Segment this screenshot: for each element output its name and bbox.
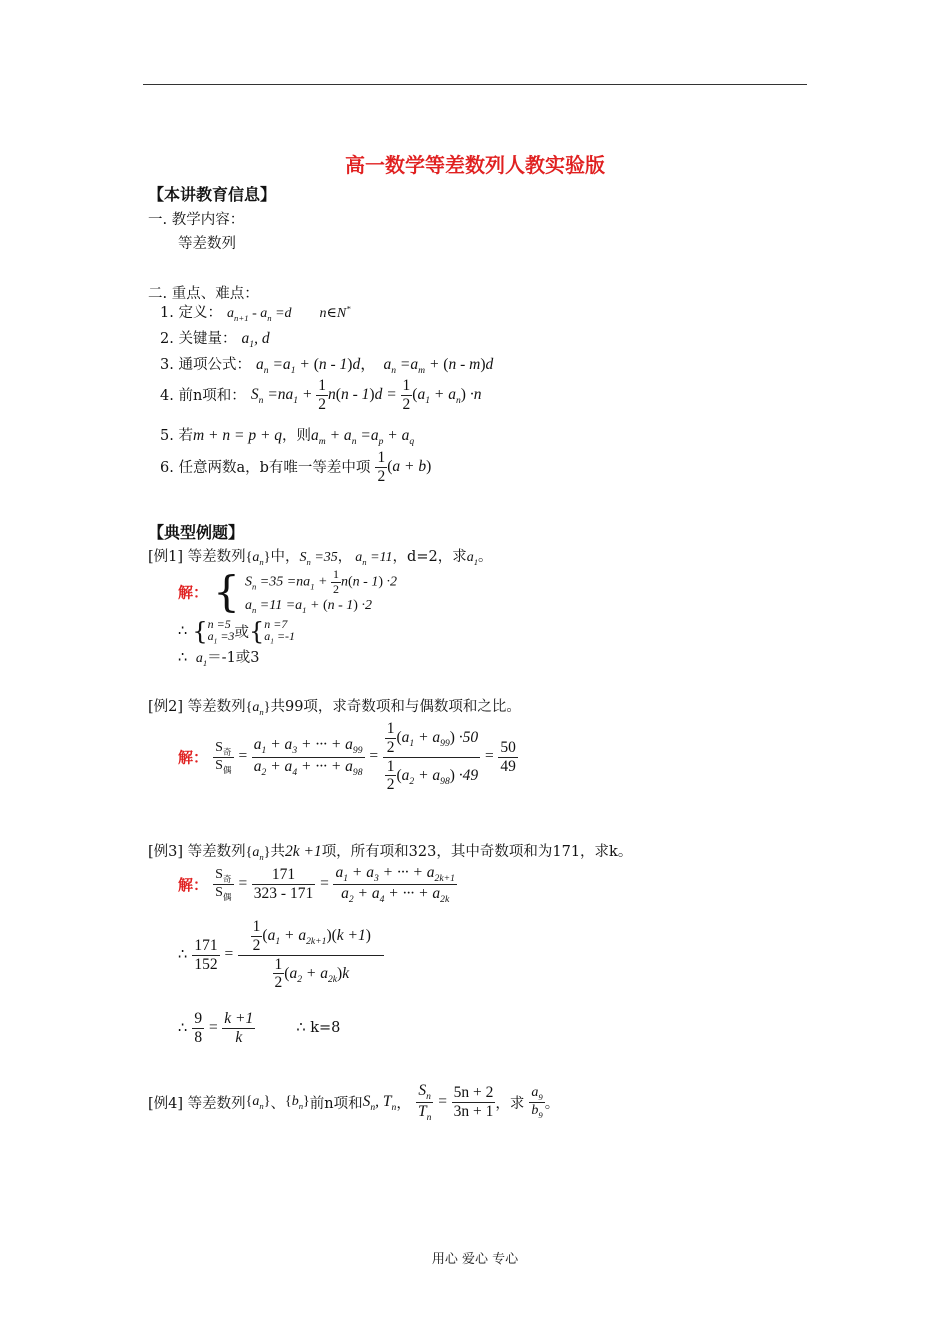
example-2-statement xyxy=(148,695,521,717)
ex3-den-323: 323 - 171 xyxy=(253,885,314,903)
formula-mean: $\frac{1}{2}$ (a + b) xyxy=(377,449,432,485)
item-6-prefix: 6. 任意两数a，b有唯一等差中项 xyxy=(160,459,371,476)
ex1-case-brace-1: { xyxy=(192,617,208,646)
ex3-count: 2k +1 xyxy=(284,843,322,860)
item-key-quantity xyxy=(160,327,270,350)
ex4-sep: 、 xyxy=(270,1096,285,1113)
ex1-case-1: n =5 $a_1 =3$ xyxy=(207,617,235,646)
formula-sum: $S_n =na_1$ + $\frac{1}{2}$ n(n - 1)d = $\frac{1}{2}$ $(a_1 + a_n) \cdot n$ xyxy=(250,377,482,413)
ex2-result-num: 50 xyxy=(500,738,516,756)
ex3-therefore-2: ∴ xyxy=(178,1020,188,1037)
section-examples-heading: 【典型例题】 xyxy=(148,523,245,542)
ex1-d: ，d=2，求 xyxy=(392,549,467,565)
item-sum xyxy=(160,377,481,414)
part1-content: 等差数列 xyxy=(178,236,236,252)
formula-am-an: $a_m + a_n =a_p + a_q$ xyxy=(311,427,415,448)
ex1-seq: $\{a_n\}$ xyxy=(245,550,271,567)
ex1-solution-label: 解： xyxy=(178,583,209,602)
ex3-mid: 共 xyxy=(270,844,285,860)
ex3-suffix: 项，所有项和323，其中奇数项和为171，求k。 xyxy=(321,844,633,860)
ex4-seq-a: $\{a_n\}$ xyxy=(245,1094,271,1112)
item-property xyxy=(160,424,414,447)
formula-mnpq: m + n = p + q xyxy=(192,427,283,444)
ex3-solution-2 xyxy=(178,918,384,992)
ex2-formula: $\frac{S_奇}{S_偶}$ = $\frac{a_1 + a_3 + \cdot\cdot\cdot + a_{99}}{a_2 + a_4 + \cdot\cdot\cdot + a_{98}}$ = $\frac{1}{2}$ $(a_1 + a_{99}) \cdot 50$ $\frac{1}{2}$ $(a_2 + a_{98}) \cdot 49$ = $\frac{50}{49}$ xyxy=(215,720,516,794)
item-5-prefix: 5. 若 xyxy=(160,428,193,444)
ex4-sums: $S_n$, $T_n$ xyxy=(362,1092,397,1113)
ex1-case-2: n =7 $a_1 =-1$ xyxy=(264,617,296,646)
ex3-formula-2: $\frac{171}{152}$ = $\frac{1}{2}$ $(a_1 + a_{2k+1})(k +1)$ $\frac{1}{2}$ $(a_2 + a_{2k})k$ xyxy=(192,918,383,992)
formula-key: $a_1$, d xyxy=(241,330,270,351)
ex2-solution-label: 解： xyxy=(178,748,209,767)
ex1-cases xyxy=(178,618,295,645)
ex1-zhong: 中， xyxy=(270,549,300,565)
ex1-brace: { xyxy=(213,566,240,616)
section-info-heading: 【本讲教育信息】 xyxy=(148,185,277,204)
ex3-seq: $\{a_n\}$ xyxy=(245,845,271,862)
ex3-therefore-1: ∴ xyxy=(178,947,188,964)
ex3-solution-1 xyxy=(178,864,457,905)
ex1-given: $S_n =35$， $a_n =11$ xyxy=(299,550,393,567)
item-general-term xyxy=(160,352,493,376)
ex2-suffix: 共99项，求奇数项和与偶数项和之比。 xyxy=(270,699,521,715)
page-footer: 用心 爱心 专心 xyxy=(431,1252,519,1267)
example-1-statement xyxy=(148,545,493,567)
item-5-middle: ，则 xyxy=(282,428,312,444)
ex4-comma: ， xyxy=(396,1096,411,1113)
ex4-seq-b: $\{b_n\}$ xyxy=(284,1094,310,1112)
ex3-formula-1: $\frac{S_奇}{S_偶}$ = $\frac{171}{323 - 171}$ = $\frac{a_1 + a_3 + \cdot\cdot\cdot + a_{2k+1}}{a_2 + a_4 + \cdot\cdot\cdot + a_{2k}}$ xyxy=(215,864,455,906)
ex1-solution xyxy=(178,568,397,616)
ex4-mid: 前n项和 xyxy=(309,1096,363,1113)
ex4-target: $\frac{a_9}{b_9}$ xyxy=(531,1085,543,1120)
ex3-formula-3: $\frac{9}{8}$ = $\frac{k +1}{k}$ xyxy=(194,1010,254,1046)
header-rule xyxy=(143,84,807,85)
part1-label: 一. 教学内容： xyxy=(148,212,245,228)
ex4-ask: ，求 xyxy=(495,1096,525,1113)
ex3-solution-label: 解： xyxy=(178,876,209,895)
ex2-seq: $\{a_n\}$ xyxy=(245,700,271,717)
ex3-answer: ∴ k=8 xyxy=(296,1020,341,1037)
item-3-prefix: 3. 通项公式： xyxy=(160,357,251,373)
ex4-end: 。 xyxy=(544,1096,560,1113)
ex3-num-9: 9 xyxy=(194,1010,203,1027)
ex1-final: ＝-1或3 xyxy=(207,650,260,666)
ex3-solution-3 xyxy=(178,1010,340,1047)
ex1-answer xyxy=(178,646,260,668)
ex4-prefix: [例4] 等差数列 xyxy=(148,1096,246,1113)
ex3-num-171: 171 xyxy=(252,866,315,885)
page-title: 高一数学等差数列人教实验版 xyxy=(345,153,605,177)
ex3-den-8: 8 xyxy=(194,1028,203,1046)
ex3-prefix: [例3] 等差数列 xyxy=(148,844,246,860)
ex1-system: $S_n =35 =na_1$ + $\frac{1}{2}$ n(n - 1) ·2 $a_n =11 =a_1 + (n - 1) \cdot 2$ xyxy=(244,567,397,615)
example-4-statement xyxy=(148,1082,559,1123)
ex2-prefix: [例2] 等差数列 xyxy=(148,699,246,715)
example-3-statement xyxy=(148,840,632,862)
ex1-end: 。 xyxy=(478,549,493,565)
ex4-ratio: $\frac{S_n}{T_n}$ = $\frac{5n + 2}{3n + 1}$ xyxy=(417,1082,494,1124)
ex1-or: 或 xyxy=(234,624,249,641)
ex1-target: $a_1$ xyxy=(466,550,479,567)
ex3-num-171b: 171 xyxy=(194,936,218,954)
item-4-prefix: 4. 前n项和： xyxy=(160,387,246,404)
item-1-prefix: 1. 定义： xyxy=(160,305,222,321)
ex2-solution xyxy=(178,720,518,794)
ex1-a1: $a_1$ xyxy=(192,651,208,668)
ex1-case-brace-2: { xyxy=(248,617,265,646)
ex3-den-152: 152 xyxy=(194,955,218,973)
item-mean xyxy=(160,449,431,486)
ex1-therefore-2: ∴ xyxy=(178,650,188,666)
ex1-prefix: [例1] 等差数列 xyxy=(148,549,246,565)
ex2-result-den: 49 xyxy=(500,757,516,775)
formula-definition: $a_{n+1} - a_n =d$ n∈N* xyxy=(227,303,351,323)
item-definition xyxy=(160,301,351,323)
ex1-therefore-1: ∴ xyxy=(178,623,188,640)
formula-general-term: $a_n =a_1 + (n - 1)d$， $a_n =a_m + (n - m)d$ xyxy=(256,356,494,377)
item-2-prefix: 2. 关键量： xyxy=(160,331,237,347)
part2-label: 二. 重点、难点： xyxy=(148,286,259,302)
